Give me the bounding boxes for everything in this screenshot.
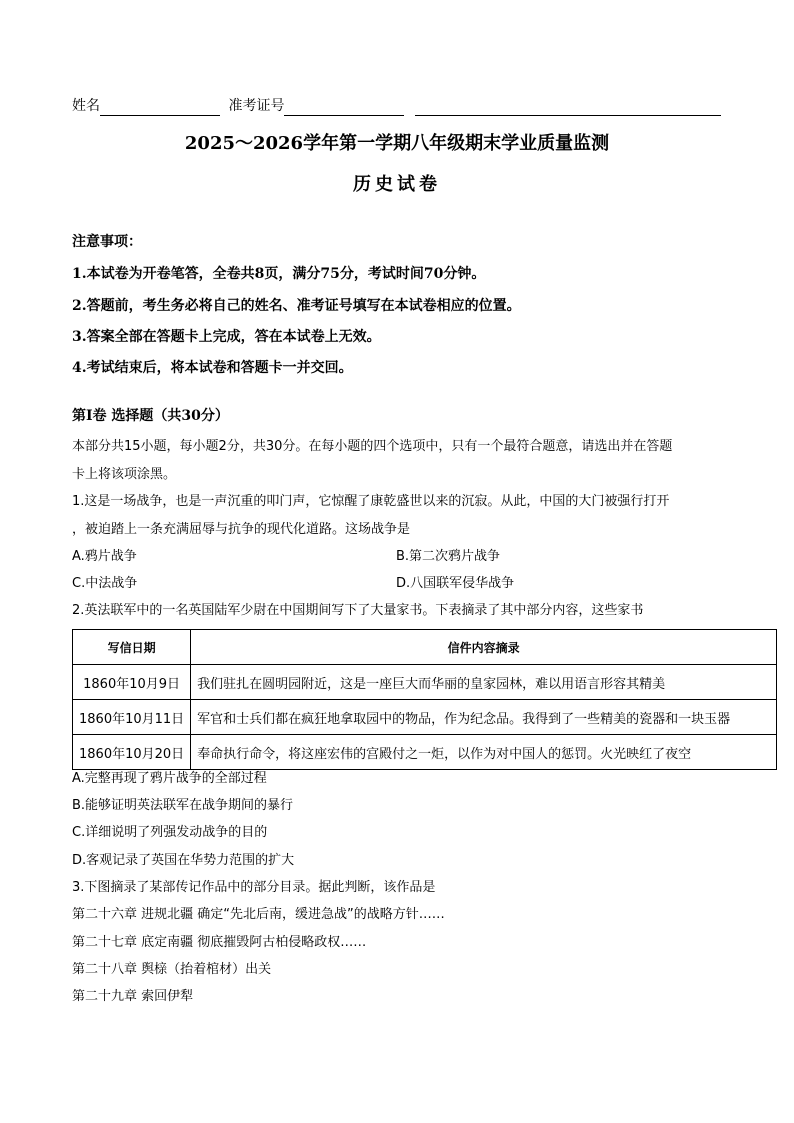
- section-intro: 本部分共15小题，每小题2分，共30分。在每小题的四个选项中，只有一个最符合题意，请选出并在答题: [72, 439, 673, 454]
- q2-option-a[interactable]: A.完整再现了鸦片战争的全部过程: [72, 771, 267, 786]
- q1-stem: 1.这是一场战争，也是一声沉重的叩门声，它惊醒了康乾盛世以来的沉寂。从此，中国的大门被强行打开: [72, 494, 670, 509]
- table-header-content: 信件内容摘录: [191, 630, 777, 665]
- section-heading: 第Ⅰ卷 选择题（共30分）: [72, 408, 229, 424]
- table-row: [73, 735, 777, 770]
- q1-stem-cont: ，被迫踏上一条充满屈辱与抗争的现代化道路。这场战争是: [72, 522, 411, 537]
- table-cell-date: 1860年10月11日: [73, 700, 191, 735]
- exam-subject: 历史试卷: [353, 174, 441, 195]
- note-item: 2.答题前，考生务必将自己的姓名、准考证号填写在本试卷相应的位置。: [72, 298, 521, 314]
- table-cell-content: 我们驻扎在圆明园附近，这是一座巨大而华丽的皇家园林，难以用语言形容其精美: [191, 665, 777, 700]
- q2-option-d[interactable]: D.客观记录了英国在华势力范围的扩大: [72, 853, 295, 868]
- q1-option-c[interactable]: C.中法战争: [72, 576, 138, 591]
- header-info: [72, 96, 721, 116]
- notes-heading: 注意事项：: [72, 234, 142, 250]
- table-header-row: [73, 630, 777, 665]
- q2-option-b[interactable]: B.能够证明英法联军在战争期间的暴行: [72, 798, 294, 813]
- exam-no-label: 准考证号: [228, 98, 285, 114]
- note-item: 4.考试结束后，将本试卷和答题卡一并交回。: [72, 360, 353, 376]
- q2-option-c[interactable]: C.详细说明了列强发动战争的目的: [72, 825, 268, 840]
- table-cell-date: 1860年10月20日: [73, 735, 191, 770]
- table-row: [73, 665, 777, 700]
- section-intro-cont: 卡上将该项涂黑。: [72, 467, 177, 482]
- table-cell-content: 军官和士兵们都在疯狂地拿取园中的物品，作为纪念品。我得到了一些精美的瓷器和一块玉器: [191, 700, 777, 735]
- note-item: 3.答案全部在答题卡上完成，答在本试卷上无效。: [72, 329, 381, 345]
- exam-no-blank[interactable]: [284, 99, 404, 116]
- name-blank[interactable]: [100, 99, 220, 116]
- table-row: [73, 700, 777, 735]
- exam-title: 2025～2026学年第一学期八年级期末学业质量监测: [184, 133, 610, 154]
- extra-blank: [415, 99, 721, 116]
- q3-toc-item: 第二十九章 索回伊犁: [72, 989, 194, 1004]
- q3-toc-item: 第二十六章 进规北疆 确定“先北后南，缓进急战”的战略方针……: [72, 907, 445, 922]
- table-header-date: 写信日期: [73, 630, 191, 665]
- q3-stem: 3.下图摘录了某部传记作品中的部分目录。据此判断，该作品是: [72, 880, 436, 895]
- table-cell-date: 1860年10月9日: [73, 665, 191, 700]
- q3-toc-item: 第二十七章 底定南疆 彻底摧毁阿古柏侵略政权……: [72, 935, 367, 950]
- q2-stem: 2.英法联军中的一名英国陆军少尉在中国期间写下了大量家书。下表摘录了其中部分内容，这些家书: [72, 603, 644, 618]
- note-item: 1.本试卷为开卷笔答，全卷共8页，满分75分，考试时间70分钟。: [72, 266, 486, 282]
- table-cell-content: 奉命执行命令，将这座宏伟的宫殿付之一炬，以作为对中国人的惩罚。火光映红了夜空: [191, 735, 777, 770]
- q1-option-d[interactable]: D.八国联军侵华战争: [396, 576, 515, 591]
- letters-table: [72, 629, 777, 770]
- q1-option-b[interactable]: B.第二次鸦片战争: [396, 549, 501, 564]
- name-label: 姓名: [72, 98, 100, 114]
- q1-option-a[interactable]: A.鸦片战争: [72, 549, 137, 564]
- q3-toc-item: 第二十八章 舆榇（抬着棺材）出关: [72, 962, 272, 977]
